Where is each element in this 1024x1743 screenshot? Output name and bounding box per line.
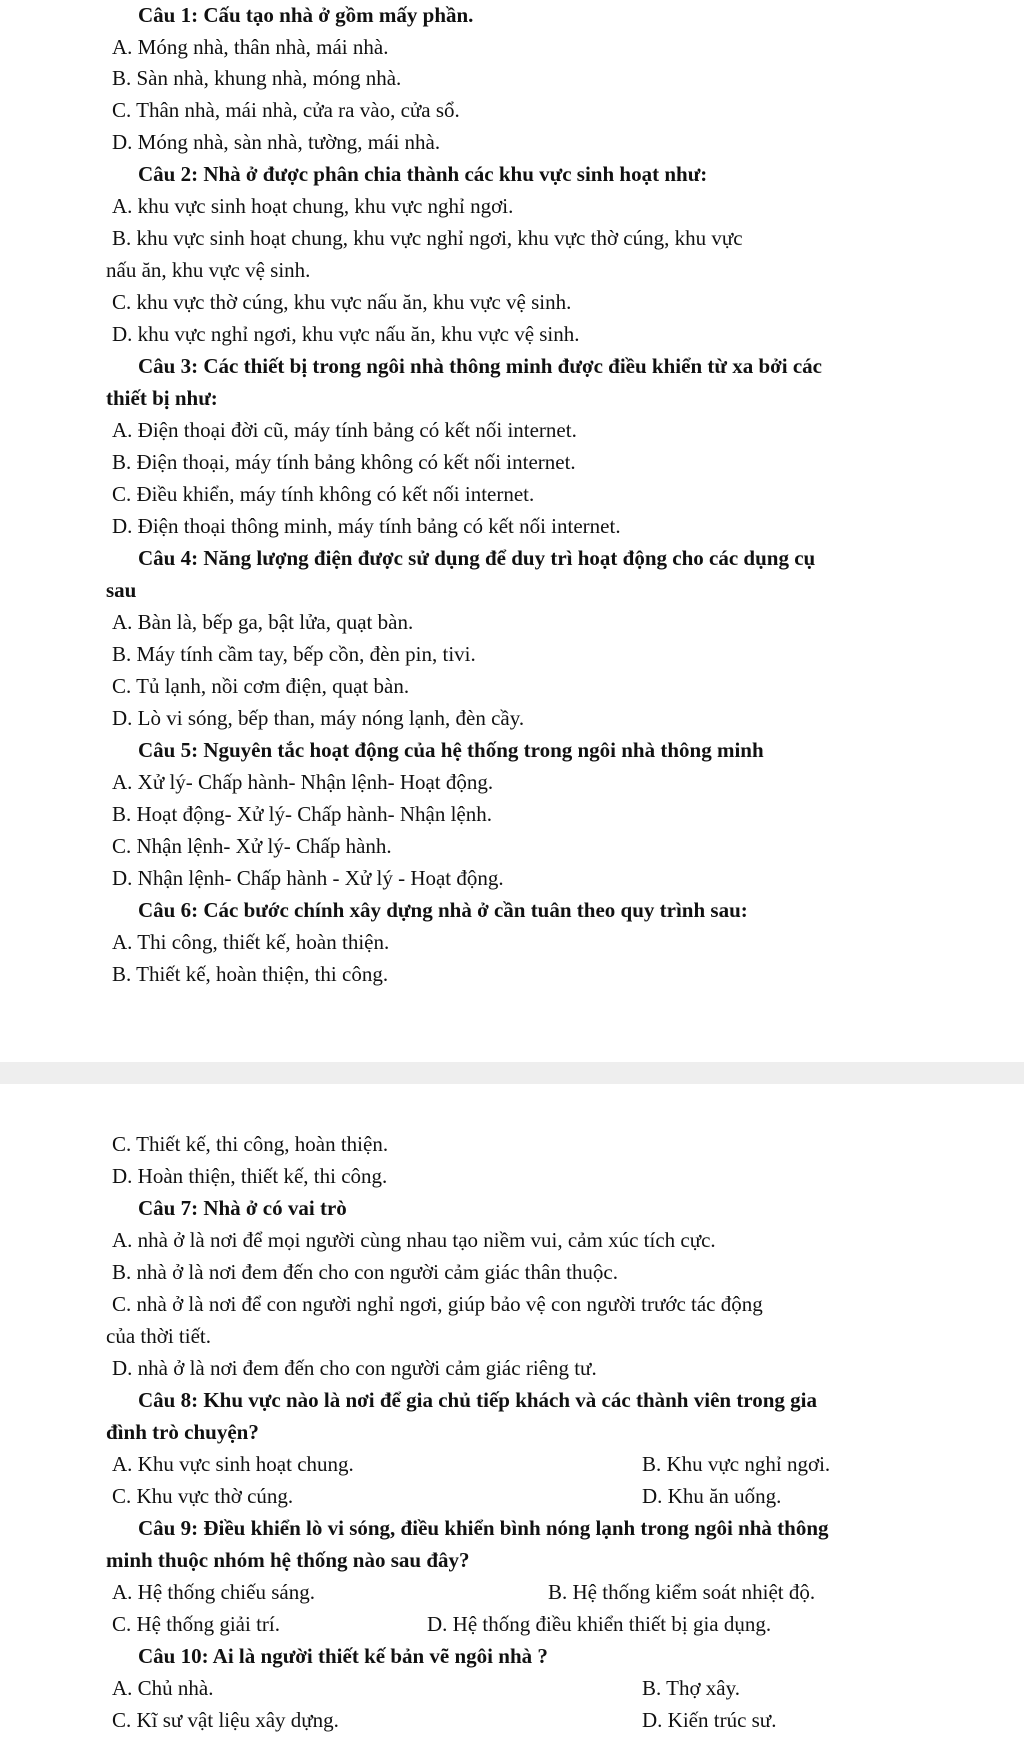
question-3-option-d: D. Điện thoại thông minh, máy tính bảng có kết nối internet. [112,514,621,538]
question-1-option-c: C. Thân nhà, mái nhà, cửa ra vào, cửa sổ. [112,98,460,122]
question-3-option-a: A. Điện thoại đời cũ, máy tính bảng có kết nối internet. [112,418,577,442]
question-3-title: Câu 3: Các thiết bị trong ngôi nhà thông minh được điều khiển từ xa bởi các [138,354,822,378]
question-9-title: Câu 9: Điều khiển lò vi sóng, điều khiển bình nóng lạnh trong ngôi nhà thông [138,1516,829,1540]
question-4-option-d: D. Lò vi sóng, bếp than, máy nóng lạnh, đèn cầy. [112,706,525,730]
question-1-option-b: B. Sàn nhà, khung nhà, móng nhà. [112,66,402,90]
question-10-option-b: B. Thợ xây. [642,1676,741,1700]
question-5-option-d: D. Nhận lệnh- Chấp hành - Xử lý - Hoạt động. [112,866,504,890]
question-9-option-b: B. Hệ thống kiểm soát nhiệt độ. [548,1580,816,1604]
question-7-title: Câu 7: Nhà ở có vai trò [138,1196,347,1220]
question-1-option-d: D. Móng nhà, sàn nhà, tường, mái nhà. [112,130,441,154]
question-4-option-b: B. Máy tính cầm tay, bếp cồn, đèn pin, tivi. [112,642,476,666]
question-5-option-b: B. Hoạt động- Xử lý- Chấp hành- Nhận lệnh. [112,802,492,826]
question-8-title-cont: đình trò chuyện? [106,1420,259,1444]
question-10-option-d: D. Kiến trúc sư. [642,1708,777,1732]
question-3-title-cont: thiết bị như: [106,386,218,410]
question-9-option-c: C. Hệ thống giải trí. [112,1612,280,1636]
question-2-option-b: B. khu vực sinh hoạt chung, khu vực nghỉ ngơi, khu vực thờ cúng, khu vực [112,226,743,250]
question-8-title: Câu 8: Khu vực nào là nơi để gia chủ tiếp khách và các thành viên trong gia [138,1388,818,1412]
question-7-option-c-cont: của thời tiết. [106,1324,211,1348]
question-4-option-c: C. Tủ lạnh, nồi cơm điện, quạt bàn. [112,674,410,698]
question-2-option-c: C. khu vực thờ cúng, khu vực nấu ăn, khu vực vệ sinh. [112,290,572,314]
question-7-option-d: D. nhà ở là nơi đem đến cho con người cảm giác riêng tư. [112,1356,597,1380]
question-7-option-b: B. nhà ở là nơi đem đến cho con người cảm giác thân thuộc. [112,1260,618,1284]
question-1-option-a: A. Móng nhà, thân nhà, mái nhà. [112,35,389,59]
question-8-option-d: D. Khu ăn uống. [642,1484,782,1508]
question-9-option-a: A. Hệ thống chiếu sáng. [112,1580,315,1604]
question-2-option-d: D. khu vực nghỉ ngơi, khu vực nấu ăn, khu vực vệ sinh. [112,322,580,346]
question-7-option-c: C. nhà ở là nơi để con người nghỉ ngơi, giúp bảo vệ con người trước tác động [112,1292,763,1316]
question-10-title: Câu 10: Ai là người thiết kế bản vẽ ngôi nhà ? [138,1644,548,1668]
question-6-option-a: A. Thi công, thiết kế, hoàn thiện. [112,930,390,954]
question-7-option-a: A. nhà ở là nơi để mọi người cùng nhau tạo niềm vui, cảm xúc tích cực. [112,1228,716,1252]
question-8-option-c: C. Khu vực thờ cúng. [112,1484,294,1508]
question-5-option-a: A. Xử lý- Chấp hành- Nhận lệnh- Hoạt động. [112,770,494,794]
question-4-title: Câu 4: Năng lượng điện được sử dụng để duy trì hoạt động cho các dụng cụ [138,546,816,570]
question-6-title: Câu 6: Các bước chính xây dựng nhà ở cần tuân theo quy trình sau: [138,898,748,922]
question-3-option-c: C. Điều khiển, máy tính không có kết nối internet. [112,482,535,506]
question-6-option-d: D. Hoàn thiện, thiết kế, thi công. [112,1164,388,1188]
question-8-option-a: A. Khu vực sinh hoạt chung. [112,1452,354,1476]
question-10-option-c: C. Kĩ sư vật liệu xây dựng. [112,1708,339,1732]
question-10-option-a: A. Chủ nhà. [112,1676,214,1700]
question-4-title-cont: sau [106,578,137,602]
question-8-option-b: B. Khu vực nghỉ ngơi. [642,1452,831,1476]
question-6-option-c: C. Thiết kế, thi công, hoàn thiện. [112,1132,389,1156]
page-gap-divider [0,1062,1024,1084]
question-1-title: Câu 1: Cấu tạo nhà ở gồm mấy phần. [138,3,474,27]
question-2-title: Câu 2: Nhà ở được phân chia thành các khu vực sinh hoạt như: [138,162,708,186]
question-2-option-b-cont: nấu ăn, khu vực vệ sinh. [106,258,311,282]
question-9-option-d: D. Hệ thống điều khiển thiết bị gia dụng. [427,1612,772,1636]
question-5-option-c: C. Nhận lệnh- Xử lý- Chấp hành. [112,834,392,858]
question-5-title: Câu 5: Nguyên tắc hoạt động của hệ thống trong ngôi nhà thông minh [138,738,764,762]
question-3-option-b: B. Điện thoại, máy tính bảng không có kết nối internet. [112,450,576,474]
question-4-option-a: A. Bàn là, bếp ga, bật lửa, quạt bàn. [112,610,414,634]
question-2-option-a: A. khu vực sinh hoạt chung, khu vực nghỉ ngơi. [112,194,514,218]
question-6-option-b: B. Thiết kế, hoàn thiện, thi công. [112,962,389,986]
question-9-title-cont: minh thuộc nhóm hệ thống nào sau đây? [106,1548,470,1572]
